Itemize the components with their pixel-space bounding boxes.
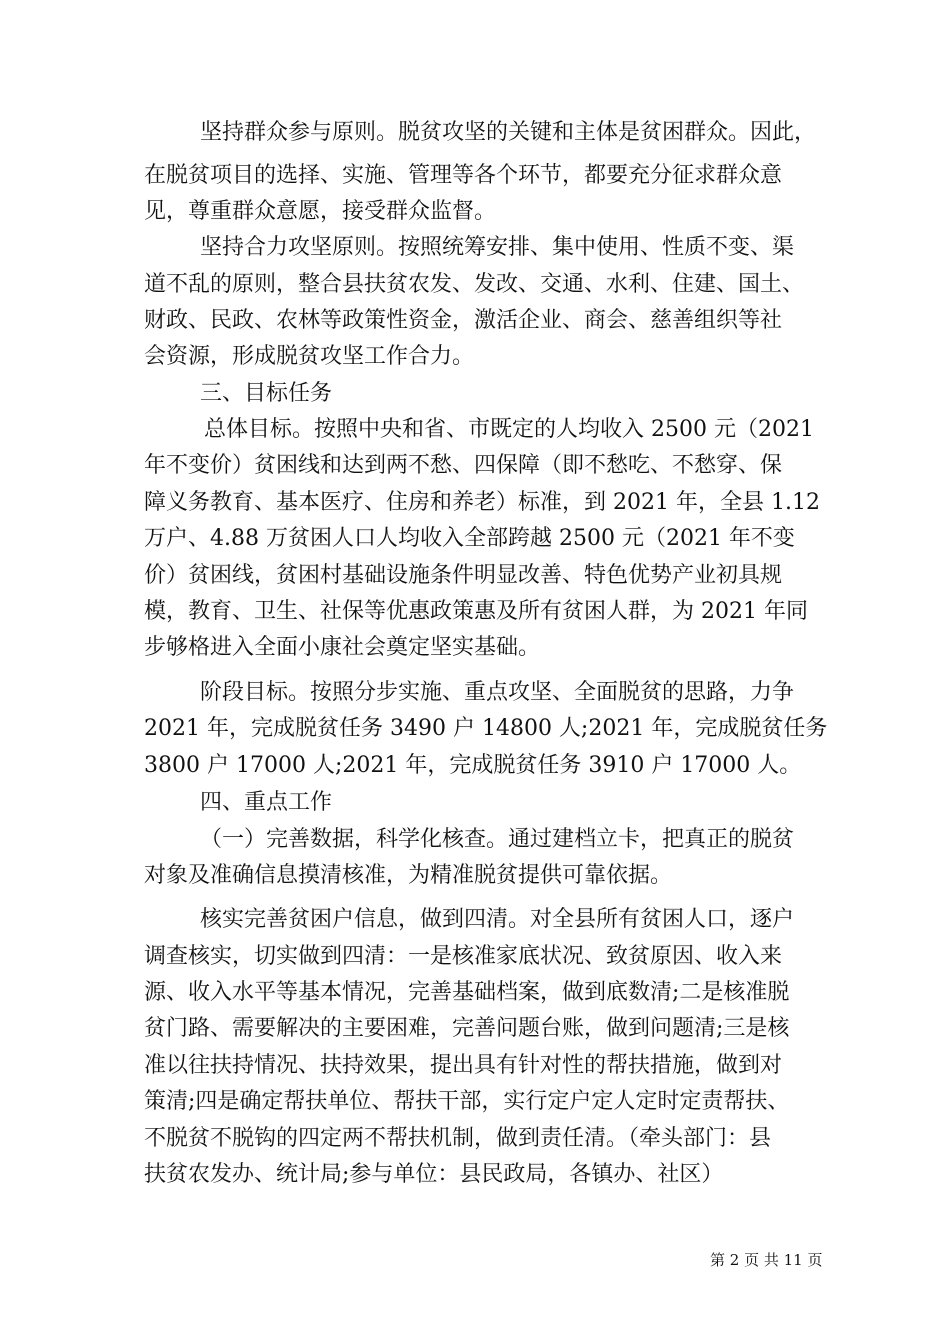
body-text-line: 坚持合力攻坚原则。按照统筹安排、集中使用、性质不变、渠 bbox=[200, 235, 795, 260]
body-text-line: 财政、民政、农林等政策性资金，激活企业、商会、慈善组织等社 bbox=[144, 308, 783, 333]
body-text-line: 在脱贫项目的选择、实施、管理等各个环节，都要充分征求群众意 bbox=[144, 163, 783, 188]
body-text-line: 贫门路、需要解决的主要困难，完善问题台账，做到问题清;三是核 bbox=[144, 1016, 790, 1041]
body-text-line: 模，教育、卫生、社保等优惠政策惠及所有贫困人群，为 2021 年同 bbox=[144, 599, 808, 624]
body-text-line: 见，尊重群众意愿，接受群众监督。 bbox=[144, 199, 497, 224]
body-text-line: 总体目标。按照中央和省、市既定的人均收入 2500 元（2021 bbox=[204, 417, 814, 442]
body-text-line: 对象及准确信息摸清核准，为精准脱贫提供可靠依据。 bbox=[144, 863, 673, 888]
body-text-line: （一）完善数据，科学化核查。通过建档立卡，把真正的脱贫 bbox=[200, 827, 795, 852]
body-text-line: 核实完善贫困户信息，做到四清。对全县所有贫困人口，逐户 bbox=[200, 907, 795, 932]
body-text-line: 年不变价）贫困线和达到两不愁、四保障（即不愁吃、不愁穿、保 bbox=[144, 453, 783, 478]
body-text-line: 障义务教育、基本医疗、住房和养老）标准，到 2021 年，全县 1.12 bbox=[144, 490, 820, 515]
body-text-line: 价）贫困线，贫困村基础设施条件明显改善、特色优势产业初具规 bbox=[144, 563, 783, 588]
section-heading: 四、重点工作 bbox=[200, 790, 333, 815]
body-text-line: 坚持群众参与原则。脱贫攻坚的关键和主体是贫困群众。因此， bbox=[200, 120, 817, 145]
body-text-line: 扶贫农发办、统计局;参与单位：县民政局，各镇办、社区） bbox=[144, 1162, 724, 1187]
body-text-line: 策清;四是确定帮扶单位、帮扶干部，实行定户定人定时定责帮扶、 bbox=[144, 1089, 790, 1114]
body-text-line: 道不乱的原则，整合县扶贫农发、发改、交通、水利、住建、国土、 bbox=[144, 272, 805, 297]
page-number-footer: 第 2 页 共 11 页 bbox=[710, 1251, 823, 1269]
body-text-line: 会资源，形成脱贫攻坚工作合力。 bbox=[144, 344, 475, 369]
body-text-line: 2021 年，完成脱贫任务 3490 户 14800 人;2021 年，完成脱贫任务 bbox=[144, 716, 828, 741]
body-text-line: 万户、4.88 万贫困人口人均收入全部跨越 2500 元（2021 年不变 bbox=[144, 526, 795, 551]
body-text-line: 阶段目标。按照分步实施、重点攻坚、全面脱贫的思路，力争 bbox=[200, 680, 795, 705]
body-text-line: 准以往扶持情况、扶持效果，提出具有针对性的帮扶措施，做到对 bbox=[144, 1053, 783, 1078]
section-heading: 三、目标任务 bbox=[200, 381, 333, 406]
body-text-line: 不脱贫不脱钩的四定两不帮扶机制，做到责任清。（牵头部门：县 bbox=[144, 1126, 772, 1151]
body-text-line: 源、收入水平等基本情况，完善基础档案，做到底数清;二是核准脱 bbox=[144, 980, 790, 1005]
body-text-line: 步够格进入全面小康社会奠定坚实基础。 bbox=[144, 635, 541, 660]
body-text-line: 3800 户 17000 人;2021 年，完成脱贫任务 3910 户 17000 人。 bbox=[144, 753, 802, 778]
body-text-line: 调查核实，切实做到四清：一是核准家底状况、致贫原因、收入来 bbox=[144, 944, 783, 969]
